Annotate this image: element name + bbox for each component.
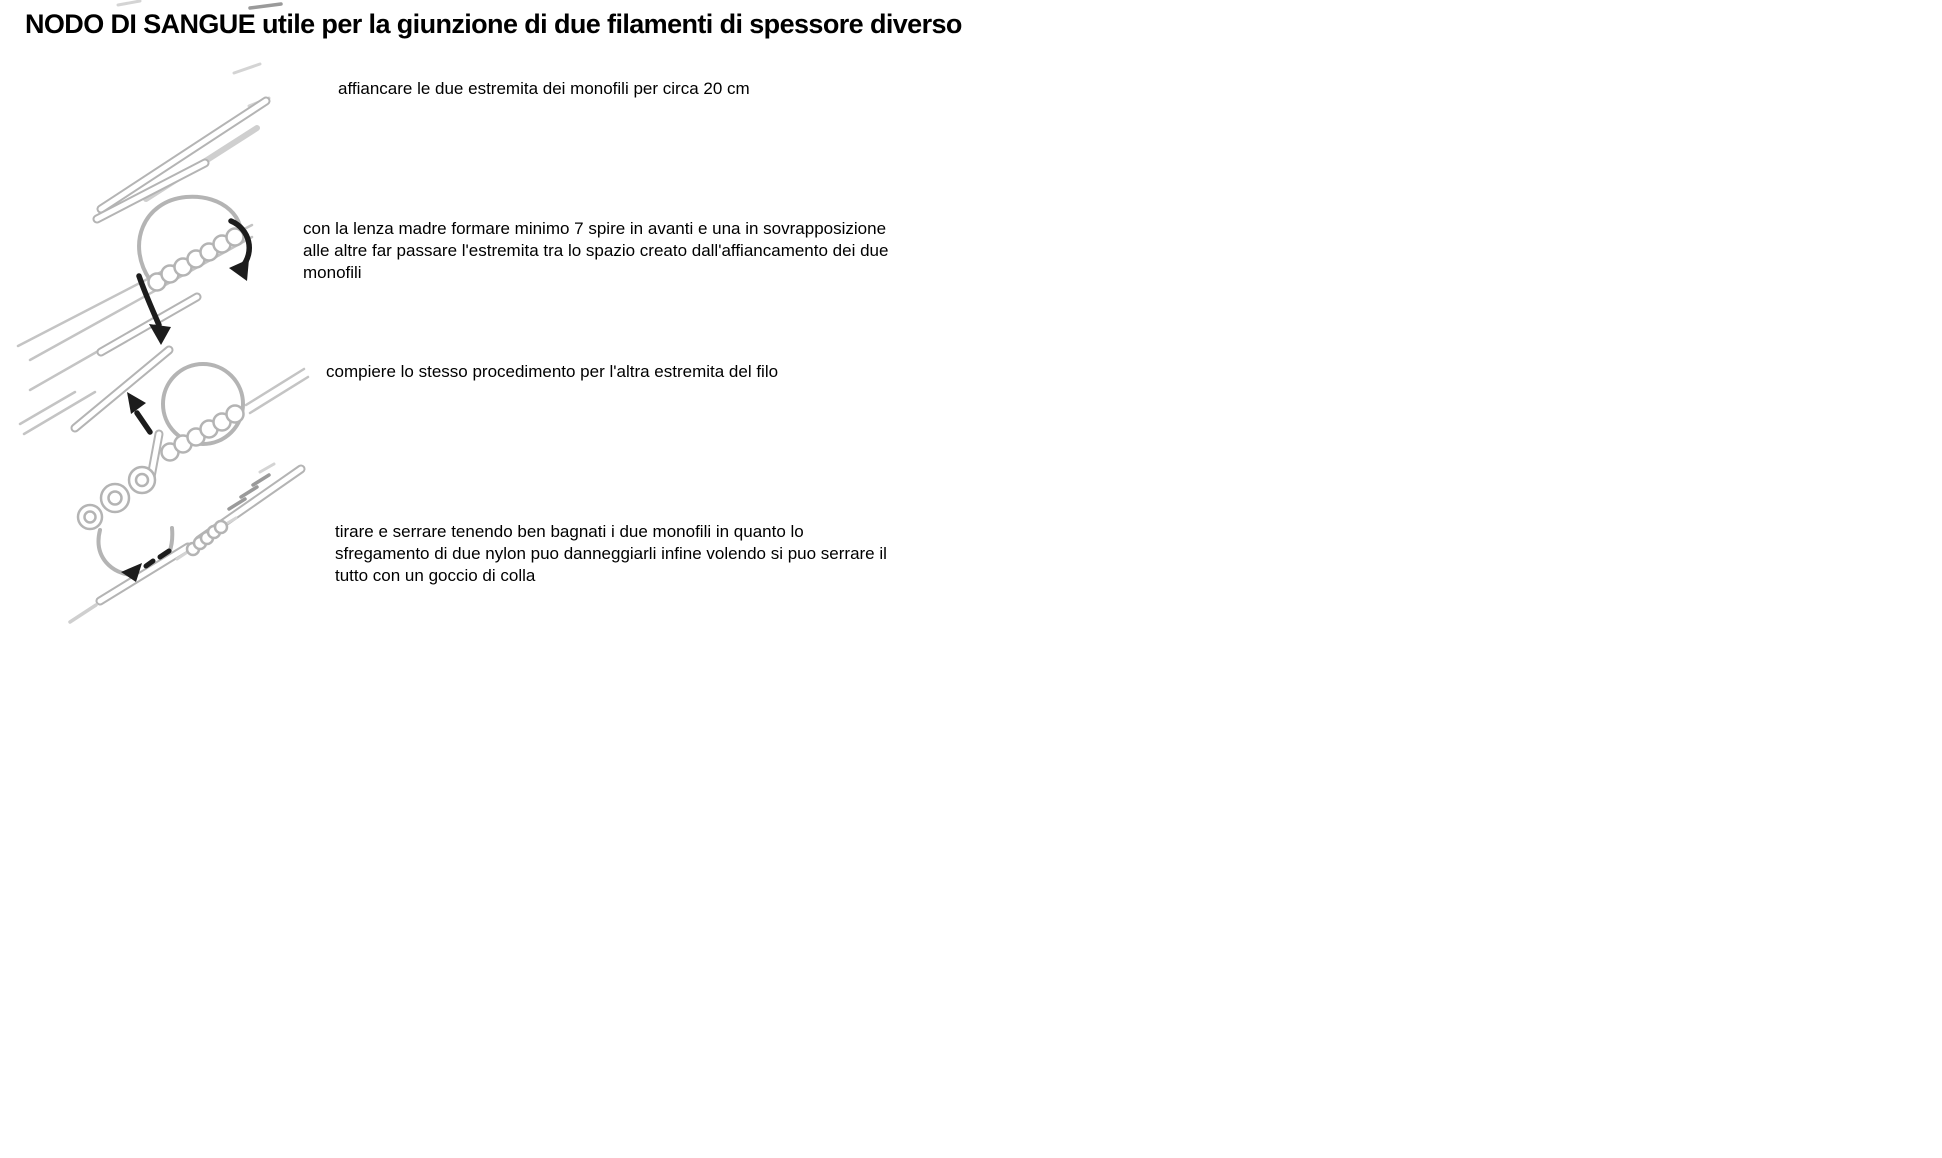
title-description: utile per la giunzione di due filamenti di spessore diverso	[262, 9, 962, 39]
step-4-illustration	[70, 464, 301, 622]
step-1-illustration	[101, 1, 281, 209]
caption-line: sfregamento di due nylon puo danneggiarli infine volendo si puo serrare il	[335, 544, 887, 563]
knot-name: NODO DI SANGUE	[25, 9, 256, 39]
coil-turns	[149, 229, 244, 291]
step-3-caption	[326, 361, 778, 383]
step-2-illustration	[18, 163, 252, 390]
caption-line: compiere lo stesso procedimento per l'altra estremita del filo	[326, 362, 779, 381]
caption-line: alle altre far passare l'estremita tra lo spazio creato dall'affiancamento dei due	[303, 241, 889, 260]
step-1-caption	[338, 78, 750, 100]
caption-line: tirare e serrare tenendo ben bagnati i due monofili in quanto lo	[335, 522, 804, 541]
tightened-knot-barrel	[177, 518, 236, 559]
step-4-caption	[335, 521, 887, 587]
caption-line: con la lenza madre formare minimo 7 spire in avanti e una in sovrapposizione	[303, 219, 887, 238]
caption-line: affiancare le due estremita dei monofili per circa 20 cm	[338, 79, 750, 98]
spiral-curls	[78, 467, 155, 529]
caption-line: monofili	[303, 263, 362, 282]
caption-line: tutto con un goccio di colla	[335, 566, 536, 585]
step-2-caption	[303, 218, 888, 284]
step-3-illustration	[20, 350, 308, 477]
blood-knot-diagram	[0, 0, 340, 660]
pass-through-arrow-icon	[127, 392, 150, 432]
